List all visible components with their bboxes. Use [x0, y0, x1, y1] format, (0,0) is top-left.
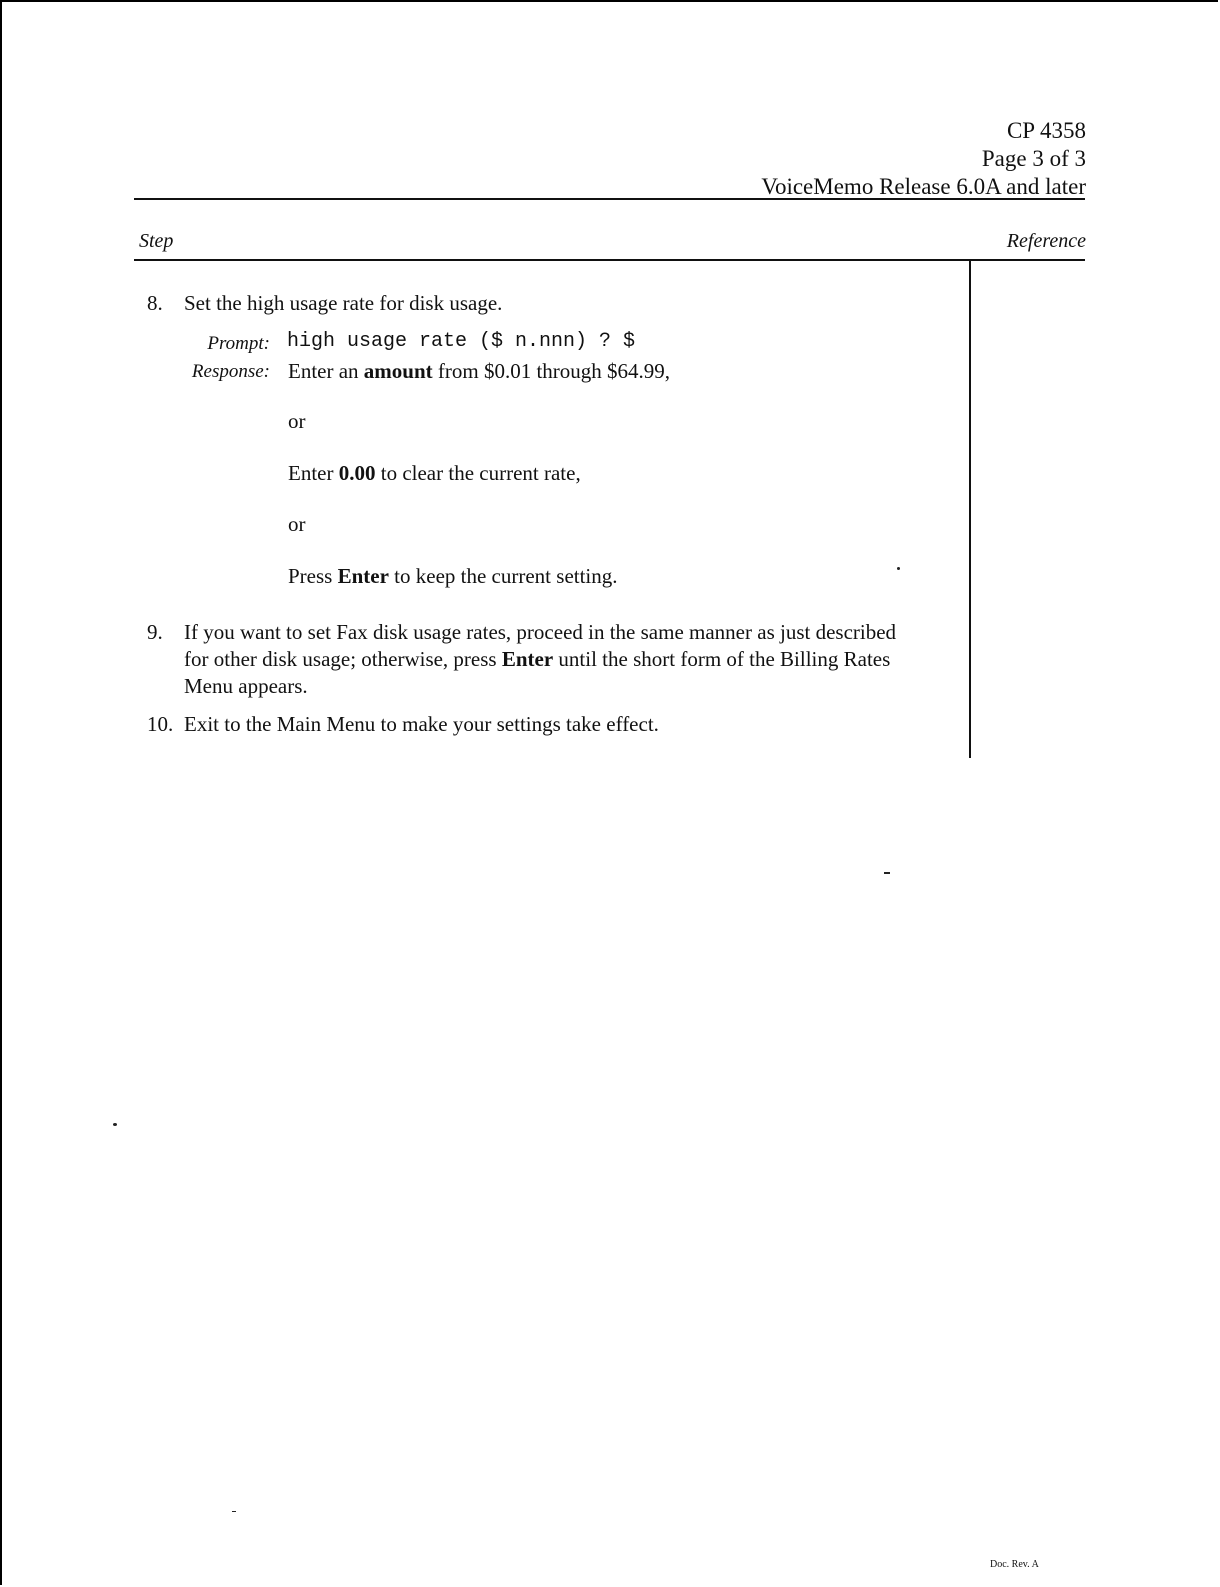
column-heading-rule — [134, 259, 1085, 261]
document-header — [761, 117, 1086, 201]
or-separator: or — [288, 409, 306, 433]
response-text: from $0.01 through $64.99, — [432, 359, 671, 383]
scan-speck — [897, 567, 900, 570]
reference-column-heading: Reference — [1006, 230, 1086, 252]
doc-id: CP 4358 — [1006, 118, 1086, 143]
response-text: Enter an — [288, 359, 364, 383]
response-text: to keep the current setting. — [388, 564, 618, 588]
step-9 — [147, 619, 937, 703]
step-text: Exit to the Main Menu to make your settings take effect. — [184, 712, 659, 736]
prompt-label: Prompt: — [207, 333, 270, 354]
scan-speck — [884, 872, 890, 874]
response-option-keep — [288, 564, 618, 589]
step-keyword: Enter — [501, 647, 554, 671]
response-label: Response: — [191, 361, 270, 382]
step-text-line — [184, 646, 934, 673]
step-number: 8. — [147, 291, 163, 315]
response-keyword: 0.00 — [338, 461, 376, 485]
step-text — [184, 619, 934, 700]
step-text: Set the high usage rate for disk usage. — [184, 291, 503, 315]
step-text-segment: until the short form of the Billing Rates — [553, 647, 891, 671]
reference-column-divider — [969, 260, 971, 758]
response-keyword: Enter — [337, 564, 389, 588]
response-option-amount — [288, 359, 670, 384]
response-option-clear — [288, 461, 581, 486]
step-text-line: If you want to set Fax disk usage rates, proceed in the same manner as just described — [184, 620, 897, 644]
scan-speck — [113, 1123, 117, 1126]
page-number: Page 3 of 3 — [981, 146, 1086, 171]
response-text: to clear the current rate, — [375, 461, 581, 485]
response-text: Enter — [288, 461, 339, 485]
doc-revision: Doc. Rev. A — [990, 1559, 1039, 1570]
scan-speck — [232, 1511, 236, 1512]
or-separator: or — [288, 512, 306, 536]
step-text-line: Menu appears. — [184, 674, 308, 698]
header-rule — [134, 198, 1085, 200]
step-column-heading: Step — [139, 230, 174, 252]
response-keyword: amount — [363, 359, 433, 383]
response-text: Press — [288, 564, 338, 588]
step-text-segment: for other disk usage; otherwise, press — [184, 647, 502, 671]
release-note: VoiceMemo Release 6.0A and later — [761, 174, 1086, 199]
prompt-value: high usage rate ($ n.nnn) ? $ — [287, 330, 636, 353]
step-number: 9. — [147, 620, 163, 644]
step-number: 10. — [147, 712, 174, 736]
